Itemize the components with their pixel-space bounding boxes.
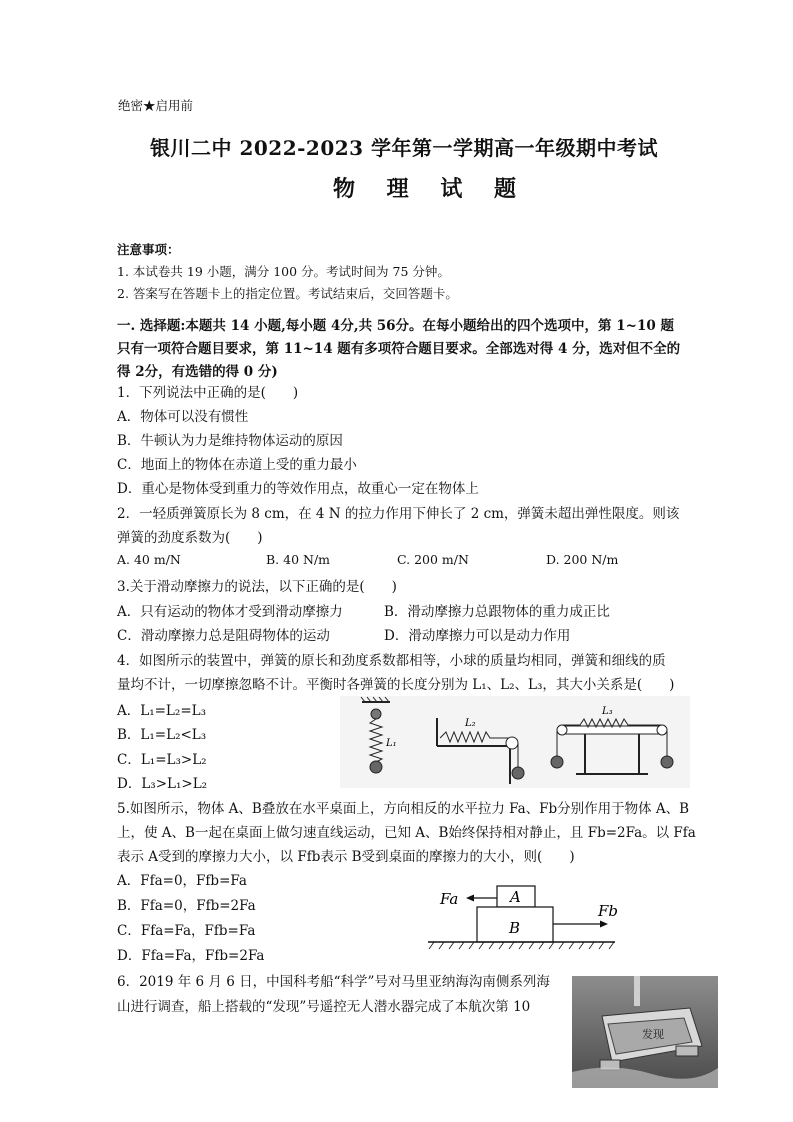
q3-stem: 3.关于滑动摩擦力的说法，以下正确的是( ) — [117, 579, 397, 595]
section-heading-line: 一. 选择题:本题共 14 小题,每小题 4分,共 56分。在每小题给出的四个选项中，第 1~10 题 — [117, 318, 674, 334]
secret-mark: 绝密★启用前 — [118, 98, 194, 113]
q4-stem-line: 量均不计，一切摩擦忽略不计。平衡时各弹簧的长度分别为 L₁、L₂、L₃，其大小关系是( ) — [117, 677, 675, 693]
q2-stem-line: 2．一轻质弹簧原长为 8 cm，在 4 N 的拉力作用下伸长了 2 cm，弹簧未超出弹性限度。则该 — [117, 506, 680, 522]
q4-spring-figure — [340, 696, 690, 788]
section-heading-line: 得 2分，有选错的得 0 分) — [117, 364, 278, 380]
notes-item: 1. 本试卷共 19 小题，满分 100 分。考试时间为 75 分钟。 — [117, 264, 450, 279]
label-fb: Fb — [598, 902, 619, 920]
q2-option-a: A. 40 m/N — [117, 552, 181, 567]
notes-heading: 注意事项： — [117, 242, 180, 257]
notes-item: 2. 答案写在答题卡上的指定位置。考试结束后，交回答题卡。 — [117, 286, 458, 301]
q2-option-b: B. 40 N/m — [266, 552, 331, 567]
figure-label-l1: L₁ — [386, 738, 397, 749]
q2-option-c: C. 200 m/N — [397, 552, 469, 567]
q1-option-b: B．牛顿认为力是维持物体运动的原因 — [117, 433, 343, 449]
q5-option-a: A．Ffa=0，Ffb=Fa — [117, 873, 247, 889]
q3-option-b: B．滑动摩擦力总跟物体的重力成正比 — [384, 604, 610, 620]
section-heading-line: 只有一项符合题目要求，第 11~14 题有多项符合题目要求。全部选对得 4 分，选对但不全的 — [117, 341, 681, 357]
label-block-a: A — [510, 888, 521, 906]
q1-stem: 1．下列说法中正确的是( ) — [117, 385, 299, 401]
figure-label-l3: L₃ — [602, 706, 613, 717]
figure-label-l2: L₂ — [465, 718, 476, 729]
q5-option-b: B．Ffa=0，Ffb=2Fa — [117, 898, 256, 914]
q4-option-a: A．L₁=L₂=L₃ — [117, 703, 207, 719]
q4-stem-line: 4．如图所示的装置中，弹簧的原长和劲度系数都相等，小球的质量均相同，弹簧和细线的质 — [117, 653, 666, 669]
q1-option-d: D．重心是物体受到重力的等效作用点，故重心一定在物体上 — [117, 481, 479, 497]
label-fa: Fa — [440, 890, 459, 908]
exam-subtitle: 物 理 试 题 — [333, 176, 528, 202]
q3-option-d: D．滑动摩擦力可以是动力作用 — [384, 628, 571, 644]
q5-stem-line: 表示 A受到的摩擦力大小，以 Ffb表示 B受到桌面的摩擦力的大小，则( ) — [117, 849, 575, 865]
q4-option-c: C．L₁=L₃>L₂ — [117, 752, 207, 768]
submersible-photo — [572, 976, 718, 1088]
q5-stem-line: 上，使 A、B一起在桌面上做匀速直线运动，已知 A、B始终保持相对静止，且 Fb=2Fa。以 Ffa — [117, 825, 696, 841]
q4-option-d: D．L₃>L₁>L₂ — [117, 776, 208, 792]
q5-blocks-figure — [420, 878, 625, 953]
q1-option-c: C．地面上的物体在赤道上受的重力最小 — [117, 457, 357, 473]
q1-option-a: A．物体可以没有惯性 — [117, 409, 249, 425]
q2-option-d: D. 200 N/m — [546, 552, 619, 567]
q3-option-c: C．滑动摩擦力总是阻碍物体的运动 — [117, 628, 330, 644]
q5-option-d: D．Ffa=Fa，Ffb=2Fa — [117, 948, 265, 964]
q5-option-c: C．Ffa=Fa，Ffb=Fa — [117, 923, 256, 939]
q3-option-a: A．只有运动的物体才受到滑动摩擦力 — [117, 604, 343, 620]
q6-stem-line: 6．2019 年 6 月 6 日，中国科考船“科学”号对马里亚纳海沟南侧系列海 — [117, 974, 550, 990]
q6-stem-line: 山进行调查，船上搭载的“发现”号遥控无人潜水器完成了本航次第 10 — [117, 999, 531, 1015]
q2-stem-line: 弹簧的劲度系数为( ) — [117, 530, 263, 546]
q4-option-b: B．L₁=L₂<L₃ — [117, 727, 207, 743]
label-block-b: B — [509, 919, 521, 937]
submersible-label: 发现 — [642, 1028, 664, 1041]
exam-title: 银川二中 2022-2023 学年第一学期高一年级期中考试 — [150, 136, 659, 160]
q5-stem-line: 5.如图所示，物体 A、B叠放在水平桌面上，方向相反的水平拉力 Fa、Fb分别作用于物体 A、B — [117, 801, 690, 817]
